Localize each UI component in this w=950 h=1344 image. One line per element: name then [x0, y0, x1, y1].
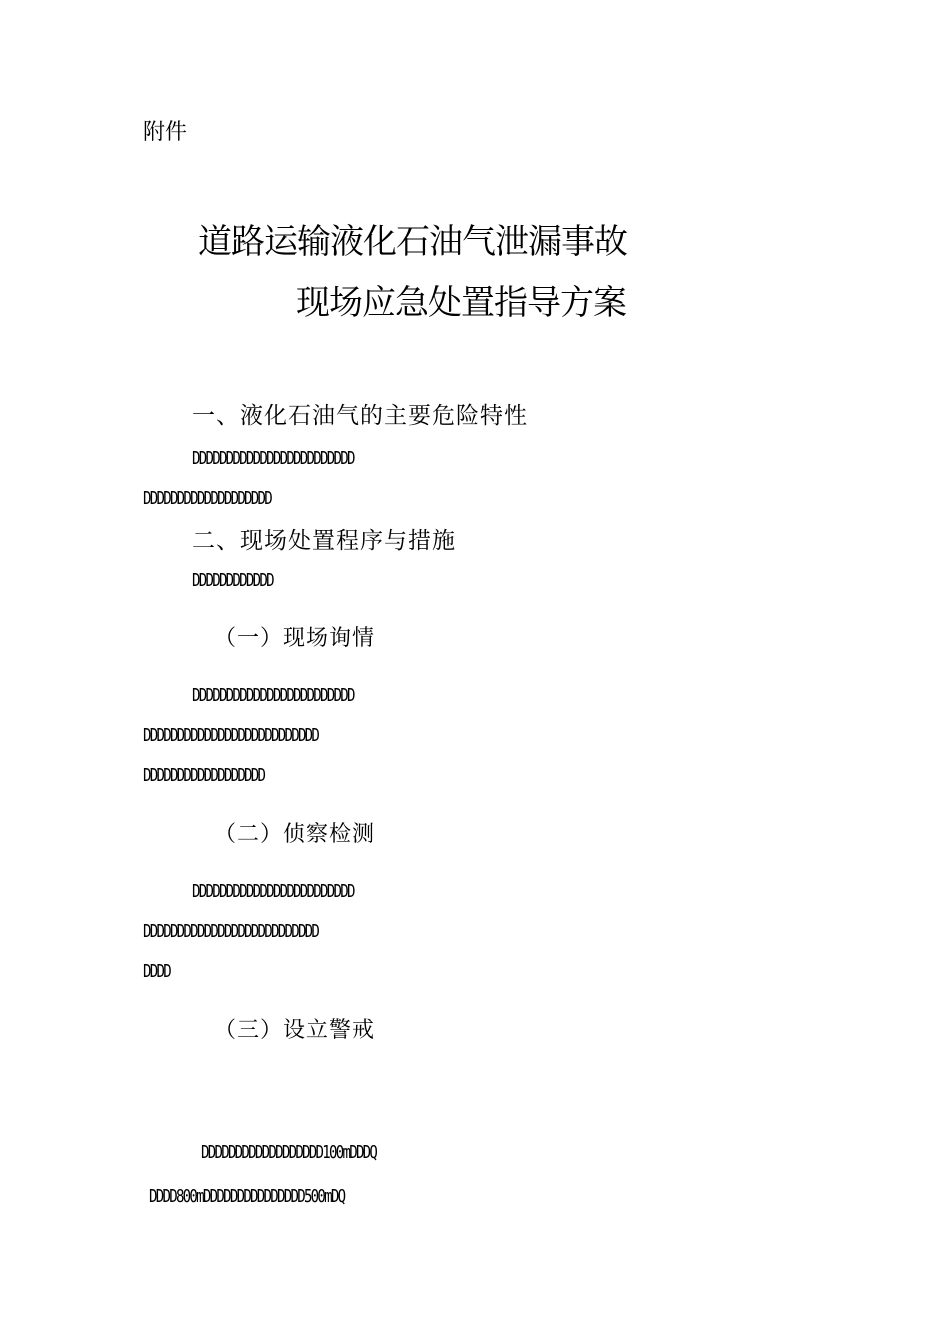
- section-1-body-line: DDDDDDDDDDDDDDDDDDDDDDDD: [192, 448, 354, 469]
- subsection-2-heading: （二）侦察检测: [214, 822, 376, 847]
- subsection-1-body-line: DDDDDDDDDDDDDDDDDD: [143, 765, 265, 786]
- section-2-heading: 二、现场处置程序与措施: [192, 528, 456, 554]
- subsection-2-body-line: DDDDDDDDDDDDDDDDDDDDDDDDDD: [143, 921, 319, 942]
- document-title-line-1: 道路运输液化石油气泄漏事故: [198, 222, 627, 262]
- attachment-label: 附件: [143, 120, 188, 145]
- subsection-3-heading: （三）设立警戒: [214, 1018, 376, 1043]
- subsection-1-body-line: DDDDDDDDDDDDDDDDDDDDDDDD: [192, 685, 354, 706]
- subsection-1-heading: （一）现场询情: [214, 626, 376, 651]
- section-2-intro: DDDDDDDDDDDD: [192, 570, 273, 591]
- section-1-body-line: DDDDDDDDDDDDDDDDDDD: [143, 488, 272, 509]
- subsection-3-body-line: DDDD800mDDDDDDDDDDDDDDD500mDQ: [149, 1186, 345, 1207]
- document-title-line-2: 现场应急处置指导方案: [296, 283, 626, 323]
- subsection-2-body-line: DDDD: [143, 961, 170, 982]
- subsection-3-body-line: DDDDDDDDDDDDDDDDDD100mDDDQ: [201, 1142, 377, 1163]
- subsection-2-body-line: DDDDDDDDDDDDDDDDDDDDDDDD: [192, 881, 354, 902]
- section-1-heading: 一、液化石油气的主要危险特性: [192, 403, 528, 429]
- subsection-1-body-line: DDDDDDDDDDDDDDDDDDDDDDDDDD: [143, 725, 319, 746]
